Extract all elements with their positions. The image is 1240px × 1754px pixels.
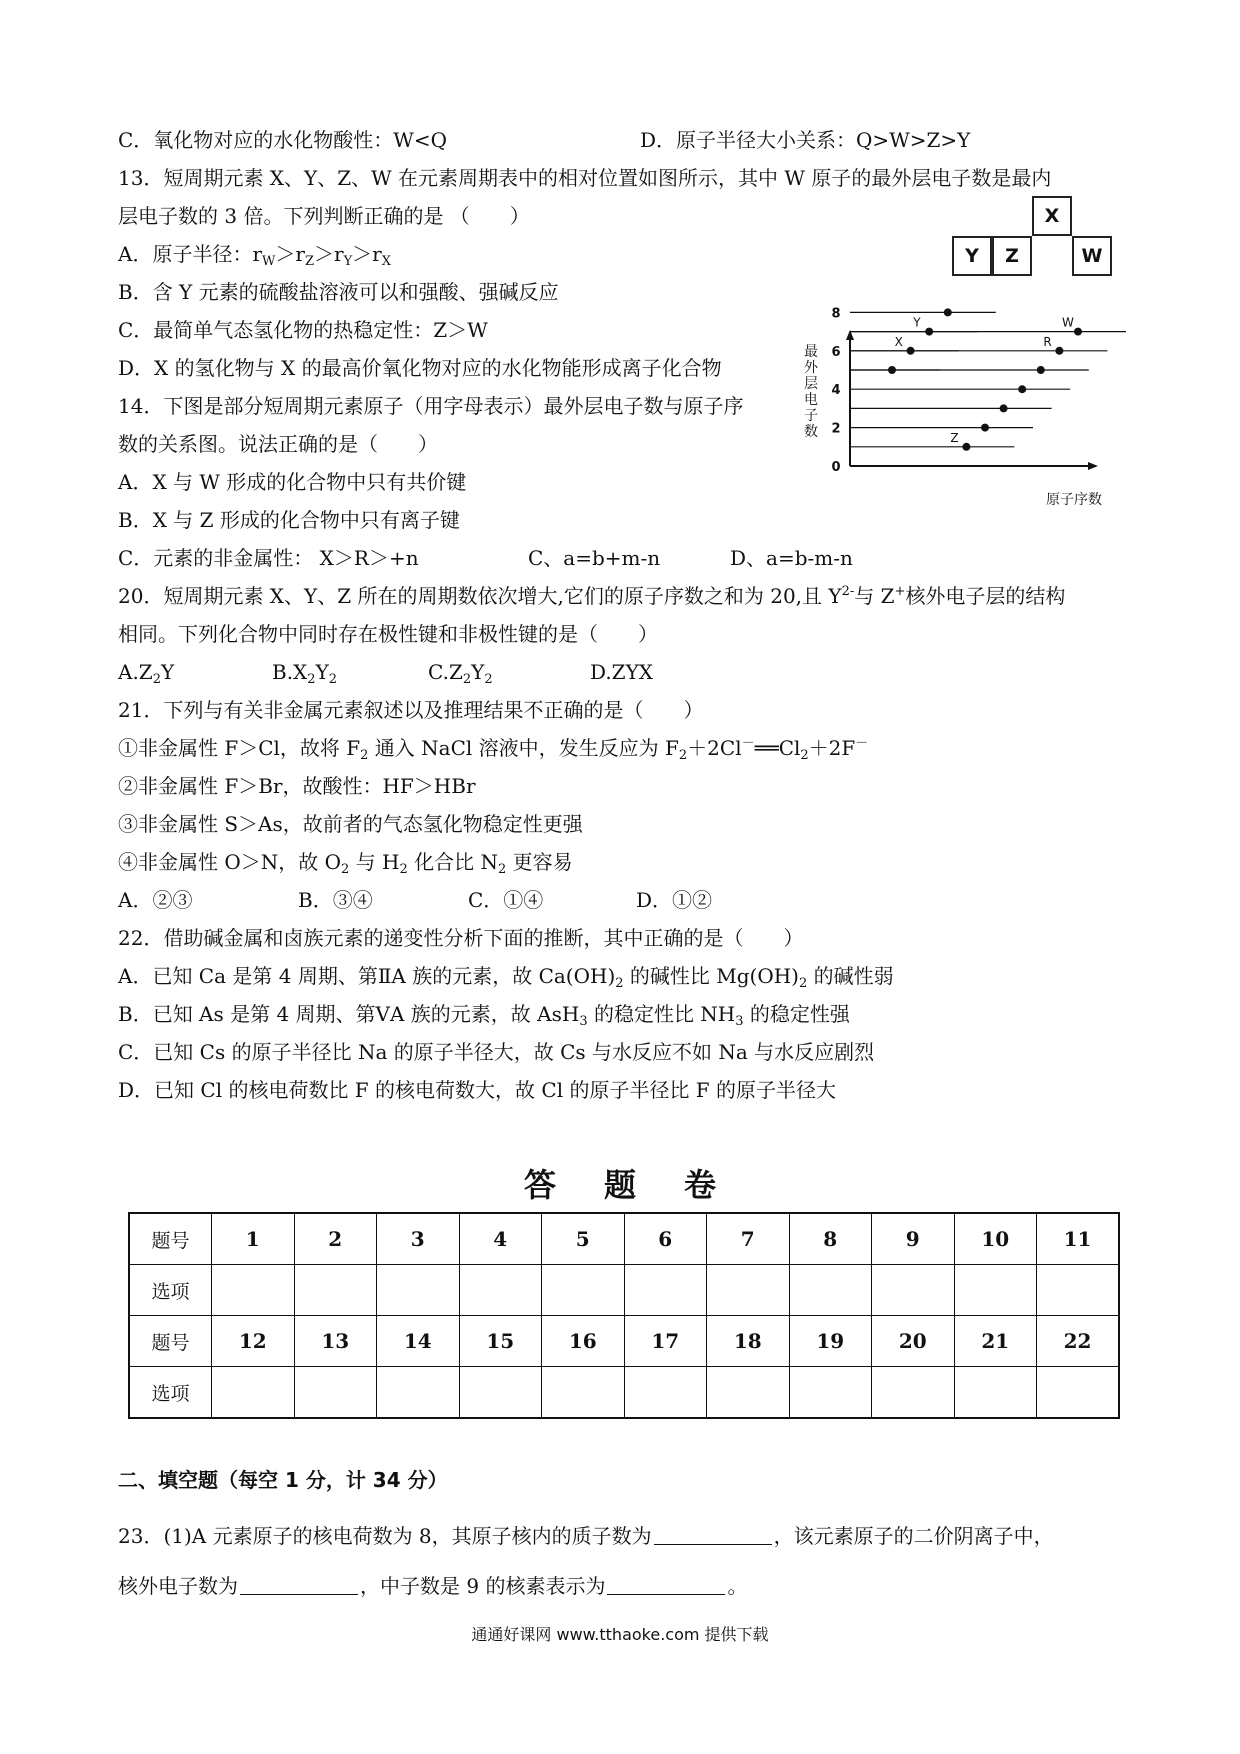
grid-cell-x: X [1032, 196, 1072, 236]
question-number-cell: 3 [377, 1213, 460, 1265]
q21-i4-b: 与 H [349, 850, 400, 874]
question-number-cell: 20 [872, 1316, 955, 1367]
q23-l2-b: ，中子数是 9 的核素表示为 [360, 1574, 606, 1598]
row-label-number: 题号 [129, 1213, 212, 1265]
answer-cell[interactable] [542, 1265, 625, 1316]
answer-cell[interactable] [459, 1265, 542, 1316]
sub-2: 2 [484, 672, 493, 687]
sup-minus: － [855, 736, 869, 751]
data-point [1037, 366, 1045, 374]
answer-cell[interactable] [789, 1265, 872, 1316]
q14-stem: 14．下图是部分短周期元素原子（用字母表示）最外层电子数与原子序 [118, 394, 744, 418]
question-number-cell: 17 [624, 1316, 707, 1367]
sub-2: 2 [497, 862, 507, 877]
answer-cell[interactable] [872, 1265, 955, 1316]
q21-i1-b: 通入 NaCl 溶液中，发生反应为 F [368, 736, 679, 760]
question-number-cell: 4 [459, 1213, 542, 1265]
q21-option-b: B．③④ [298, 888, 373, 912]
gt-sign: ＞ [314, 242, 334, 266]
point-label: X [894, 334, 903, 349]
row-label-choice: 选项 [129, 1265, 212, 1316]
question-number-cell: 11 [1037, 1213, 1120, 1265]
q22-option-a [118, 964, 894, 991]
sub-2: 2 [615, 976, 624, 991]
sup-z-charge: + [894, 584, 906, 599]
q14-option-d2: D、a=b-m-n [730, 546, 853, 570]
point-label: Y [913, 315, 921, 330]
answer-cell[interactable] [624, 1265, 707, 1316]
answer-blank[interactable] [654, 1526, 772, 1545]
question-number-cell: 2 [294, 1213, 377, 1265]
q23-line-1 [118, 1524, 1054, 1548]
sub-2: 2 [798, 976, 808, 991]
data-point [1055, 347, 1063, 355]
sub-2: 2 [399, 862, 408, 877]
q12-option-c: C．氧化物对应的水化物酸性：W<Q [118, 128, 448, 152]
q22-stem: 22．借助碱金属和卤族元素的递变性分析下面的推断，其中正确的是（ ） [118, 926, 804, 950]
q13-option-a-prefix: A．原子半径： [118, 242, 253, 266]
q13-option-d: D．X 的氢化物与 X 的最高价氧化物对应的水化物能形成离子化合物 [118, 356, 722, 380]
q20-stem-cont: 相同。下列化合物中同时存在极性键和非极性键的是（ ） [118, 622, 658, 646]
q23-l2-c: 。 [727, 1574, 748, 1598]
q20-stem [118, 584, 1065, 608]
q14-option-c2: C、a=b+m-n [528, 546, 661, 570]
q21-i4-c: 化合比 N [407, 850, 498, 874]
q21-i4-a: ④非金属性 O＞N，故 O [118, 850, 342, 874]
q22-b-1: B．已知 As 是第 4 周期、第ⅤA 族的元素，故 AsH [118, 1002, 580, 1026]
answer-cell[interactable] [212, 1367, 295, 1419]
data-point [944, 308, 952, 316]
q23-line-2 [118, 1574, 747, 1598]
sub-2: 2 [462, 672, 472, 687]
answer-cell[interactable] [212, 1265, 295, 1316]
answer-cell[interactable] [377, 1265, 460, 1316]
q20-stem-b: 与 Z [854, 584, 895, 608]
answer-cell[interactable] [294, 1367, 377, 1419]
question-number-cell: 16 [542, 1316, 625, 1367]
sub-2: 2 [678, 748, 688, 763]
point-label: R [1043, 334, 1052, 349]
answer-row-numbers-1 [129, 1213, 1119, 1265]
q14-option-b: B．X 与 Z 形成的化合物中只有离子键 [118, 508, 460, 532]
question-number-cell: 7 [707, 1213, 790, 1265]
answer-cell[interactable] [624, 1367, 707, 1419]
question-number-cell: 21 [954, 1316, 1037, 1367]
q23-l1-a: 23．(1)A 元素原子的核电荷数为 8，其原子核内的质子数为 [118, 1524, 652, 1548]
q21-item-3: ③非金属性 S＞As，故前者的气态氢化物稳定性更强 [118, 812, 583, 836]
answer-cell[interactable] [954, 1265, 1037, 1316]
sub-z: Z [304, 254, 314, 269]
answer-row-numbers-2 [129, 1316, 1119, 1367]
sub-2: 2 [328, 672, 338, 687]
q22-b-3: 的稳定性强 [743, 1002, 850, 1026]
q20-b-pre: B.X [272, 660, 308, 684]
grid-cell-w: W [1072, 236, 1112, 276]
question-number-cell: 5 [542, 1213, 625, 1265]
q23-l1-b: ，该元素原子的二价阴离子中， [773, 1524, 1054, 1548]
q20-b-y: Y [315, 660, 329, 684]
q22-a-3: 的碱性弱 [807, 964, 894, 988]
answer-cell[interactable] [872, 1367, 955, 1419]
question-number-cell: 18 [707, 1316, 790, 1367]
question-number-cell: 10 [954, 1213, 1037, 1265]
answer-blank[interactable] [607, 1576, 725, 1595]
answer-cell[interactable] [294, 1265, 377, 1316]
sub-y: Y [343, 254, 353, 269]
y-tick-label: 2 [831, 421, 841, 437]
q23-l2-a: 核外电子数为 [118, 1574, 238, 1598]
question-number-cell: 12 [212, 1316, 295, 1367]
radius-r: r [334, 242, 344, 266]
sub-2: 2 [152, 672, 161, 687]
sub-2: 2 [307, 672, 316, 687]
sub-w: W [262, 254, 276, 269]
answer-cell[interactable] [1037, 1367, 1120, 1419]
q13-option-b: B．含 Y 元素的硫酸盐溶液可以和强酸、强碱反应 [118, 280, 559, 304]
answer-cell[interactable] [707, 1265, 790, 1316]
q20-option-b [272, 660, 338, 687]
answer-row-choices-2 [129, 1367, 1119, 1419]
section-title: 二、填空题（每空 1 分，计 34 分） [118, 1468, 448, 1492]
answer-table [128, 1212, 1120, 1419]
q20-option-c [428, 660, 493, 687]
q21-item-4 [118, 850, 573, 877]
q21-option-a: A．②③ [118, 888, 193, 912]
q21-option-d: D．①② [636, 888, 713, 912]
q21-i1-c: ＋2Cl [687, 736, 742, 760]
y-tick-label: 0 [831, 460, 841, 475]
q22-option-b [118, 1002, 850, 1029]
grid-cell-y: Y [952, 236, 992, 276]
point-label: W [1062, 315, 1074, 330]
answer-blank[interactable] [240, 1576, 358, 1595]
q20-c-pre: C.Z [428, 660, 463, 684]
radius-r: r [295, 242, 305, 266]
data-point [962, 443, 970, 451]
answer-cell[interactable] [459, 1367, 542, 1419]
q13-option-a [118, 242, 391, 269]
q21-option-c: C．①④ [468, 888, 544, 912]
q21-i4-d: 更容易 [506, 850, 573, 874]
question-number-cell: 8 [789, 1213, 872, 1265]
sub-x: X [381, 254, 391, 269]
q12-option-d: D．原子半径大小关系：Q>W>Z>Y [640, 128, 971, 152]
q13-stem: 13．短周期元素 X、Y、Z、W 在元素周期表中的相对位置如图所示，其中 W 原子的最外层电子数是最内 [118, 166, 1052, 190]
q21-i1-e: ＋2F [808, 736, 856, 760]
question-number-cell: 15 [459, 1316, 542, 1367]
question-number-cell: 9 [872, 1213, 955, 1265]
data-point [1018, 385, 1026, 393]
q21-i1-a: ①非金属性 F＞Cl，故将 F [118, 736, 361, 760]
q21-stem: 21．下列与有关非金属元素叙述以及推理结果不正确的是（ ） [118, 698, 704, 722]
answer-cell[interactable] [377, 1367, 460, 1419]
question-number-cell: 6 [624, 1213, 707, 1265]
answer-row-choices-1 [129, 1265, 1119, 1316]
sub-3: 3 [735, 1014, 744, 1029]
sub-2: 2 [360, 748, 369, 763]
q13-option-c: C．最简单气态氢化物的热稳定性：Z＞W [118, 318, 488, 342]
gt-sign: ＞ [352, 242, 373, 266]
question-number-cell: 14 [377, 1316, 460, 1367]
row-label-number: 题号 [129, 1316, 212, 1367]
q20-stem-a: 20．短周期元素 X、Y、Z 所在的周期数依次增大,它们的原子序数之和为 20,且 Y [118, 584, 842, 608]
radius-r: r [252, 242, 263, 266]
answer-cell[interactable] [542, 1367, 625, 1419]
data-point [1000, 404, 1008, 412]
radius-r: r [372, 242, 382, 266]
q20-option-a [118, 660, 175, 687]
q13-stem-cont: 层电子数的 3 倍。下列判断正确的是 （ ） [118, 204, 530, 228]
sub-2: 2 [800, 748, 809, 763]
question-number-cell: 13 [294, 1316, 377, 1367]
chart-xlabel: 原子序数 [1046, 492, 1102, 508]
q21-item-1 [118, 736, 869, 763]
q22-a-2: 的碱性比 Mg(OH) [623, 964, 799, 988]
q20-c-y: Y [471, 660, 485, 684]
q14-stem-cont: 数的关系图。说法正确的是（ ） [118, 432, 438, 456]
answer-cell[interactable] [1037, 1265, 1120, 1316]
sup-minus: － [741, 736, 755, 751]
q20-stem-c: 核外电子层的结构 [905, 584, 1066, 608]
q20-option-d: D.ZYX [590, 660, 654, 684]
data-point [981, 424, 989, 432]
gt-sign: ＞ [275, 242, 296, 266]
y-tick-label: 8 [831, 306, 841, 322]
chart-ylabel: 最外层电子数 [804, 344, 818, 440]
q22-a-1: A．已知 Ca 是第 4 周期、第ⅡA 族的元素，故 Ca(OH) [118, 964, 616, 988]
data-point [1074, 328, 1082, 336]
y-tick-label: 4 [831, 383, 841, 399]
question-number-cell: 1 [212, 1213, 295, 1265]
q21-item-2: ②非金属性 F＞Br，故酸性：HF＞HBr [118, 774, 476, 798]
footer-credit: 通通好课网 www.tthaoke.com 提供下载 [471, 1625, 769, 1644]
answer-cell[interactable] [789, 1367, 872, 1419]
grid-cell-z: Z [992, 236, 1032, 276]
q22-option-d: D．已知 Cl 的核电荷数比 F 的核电荷数大，故 Cl 的原子半径比 F 的原子半径大 [118, 1078, 837, 1102]
q22-option-c: C．已知 Cs 的原子半径比 Na 的原子半径大，故 Cs 与水反应不如 Na 与水反应剧烈 [118, 1040, 875, 1064]
sup-y-charge: 2- [841, 584, 855, 599]
question-number-cell: 19 [789, 1316, 872, 1367]
q14-option-c: C．元素的非金属性： X＞R＞+n [118, 546, 419, 570]
point-label: Z [950, 430, 959, 445]
answer-cell[interactable] [954, 1367, 1037, 1419]
row-label-choice: 选项 [129, 1367, 212, 1419]
answer-cell[interactable] [707, 1367, 790, 1419]
electron-chart [798, 306, 1128, 542]
answer-sheet-title: 答题卷 [523, 1166, 764, 1204]
sub-3: 3 [579, 1014, 588, 1029]
question-number-cell: 22 [1037, 1316, 1120, 1367]
x-axis-arrow [1088, 462, 1098, 470]
q14-option-a: A．X 与 W 形成的化合物中只有共价键 [118, 470, 467, 494]
q21-i1-d: ══Cl [754, 736, 801, 760]
y-tick-label: 6 [831, 344, 841, 360]
q20-a-pre: A.Z [118, 660, 153, 684]
q22-b-2: 的稳定性比 NH [587, 1002, 736, 1026]
q20-a-post: Y [160, 660, 175, 684]
sub-2: 2 [341, 862, 350, 877]
